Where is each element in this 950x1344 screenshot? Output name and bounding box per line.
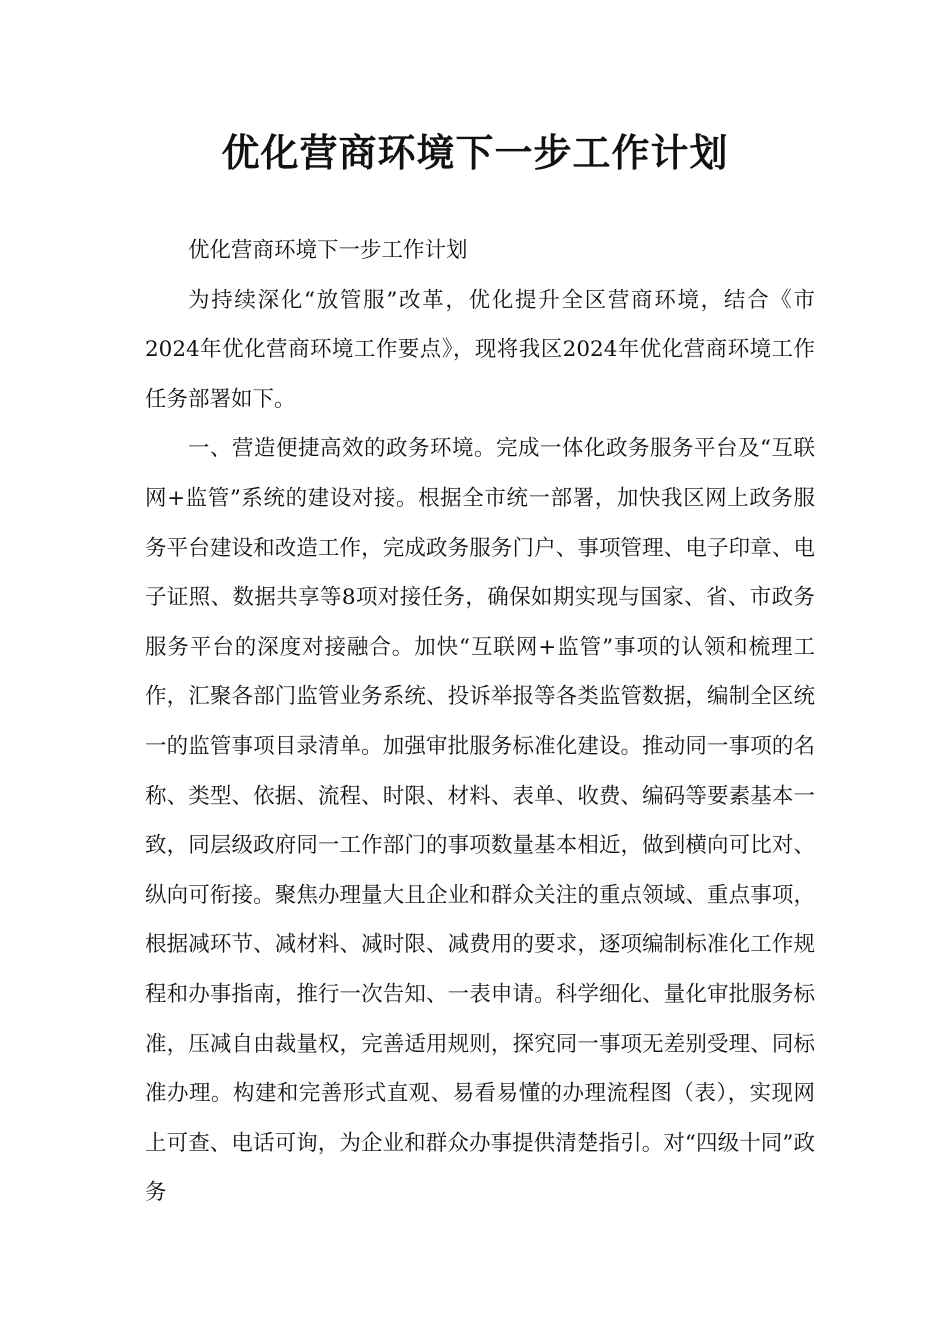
document-title: 优化营商环境下一步工作计划 [221,131,729,175]
paragraph-section-one: 一、营造便捷高效的政务环境。完成一体化政务服务平台及“互联网+监管”系统的建设对接。根据全市统一部署，加快我区网上政务服务平台建设和改造工作，完成政务服务门户、事项管理、电子印章、电子证照、数据共享等8项对接任务，确保如期实现与国家、省、市政务服务平台的深度对接融合。加快“互联网+监管”事项的认领和梳理工作，汇聚各部门监管业务系统、投诉举报等各类监管数据，编制全区统一的监管事项目录清单。加强审批服务标准化建设。推动同一事项的名称、类型、依据、流程、时限、材料、表单、收费、编码等要素基本一致，同层级政府同一工作部门的事项数量基本相近，做到横向可比对、纵向可衔接。聚焦办理量大且企业和群众关注的重点领域、重点事项，根据减环节、减材料、减时限、减费用的要求，逐项编制标准化工作规程和办事指南，推行一次告知、一表申请。科学细化、量化审批服务标准，压减自由裁量权，完善适用规则，探究同一事项无差别受理、同标准办理。构建和完善形式直观、易看易懂的办理流程图（表），实现网上可查、电话可询，为企业和群众办事提供清楚指引。对“四级十同”政务 [145,436,815,1206]
document-body [145,226,815,1218]
paragraph-subtitle: 优化营商环境下一步工作计划 [188,238,468,263]
paragraph-intro: 为持续深化“放管服”改革，优化提升全区营商环境，结合《市2024年优化营商环境工作要点》，现将我区2024年优化营商环境工作任务部署如下。 [145,287,815,412]
